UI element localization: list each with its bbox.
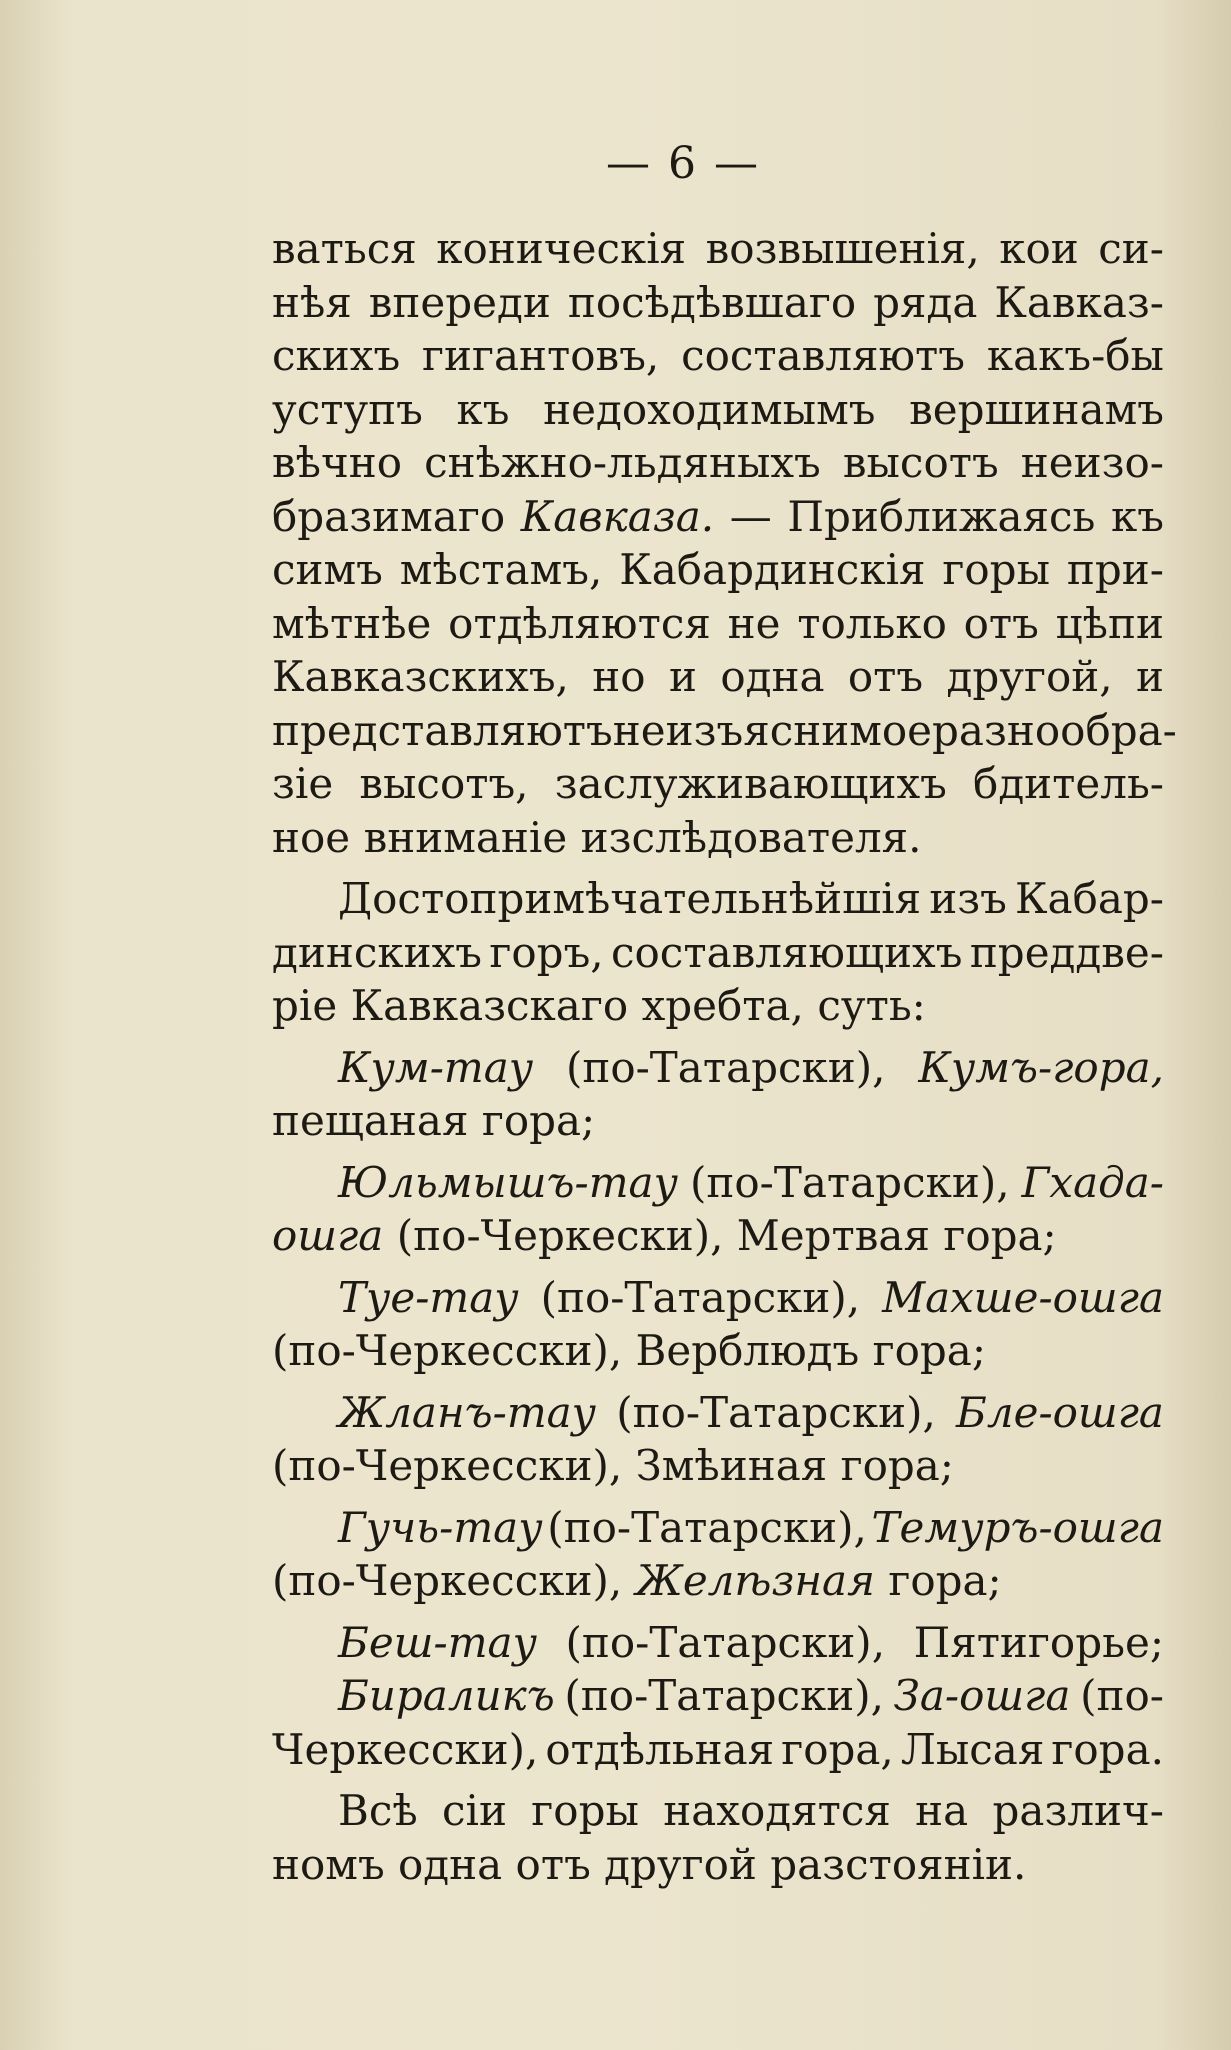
text-line: динскихъ горъ, составляющихъ преддве- (272, 927, 1164, 977)
text-line: (по-Черкесски), Змѣиная гора; (272, 1441, 954, 1490)
text-line: нѣя впереди посѣдѣвшаго ряда Кавказ- (272, 277, 1164, 327)
mountain-entry: Беш-тау (по-Татарски), Пятигорье; (338, 1617, 1164, 1667)
text-line: мѣтнѣе отдѣляются не только отъ цѣпи (272, 598, 1164, 648)
text-line: симъ мѣстамъ, Кабардинскія горы при- (272, 545, 1164, 594)
mountain-entry: Бираликъ (по-Татарски), За-ошга (по- (338, 1671, 1164, 1720)
text-line: Достопримѣчательнѣйшія изъ Кабар- (338, 874, 1164, 923)
text-line: номъ одна отъ другой разстояніи. (272, 1839, 1027, 1889)
page-number: — 6 — (606, 138, 760, 189)
mountain-entry: Гучь-тау (по-Татарски), Темуръ-ошга (338, 1502, 1164, 1552)
mountain-entry: Юльмышъ-тау (по-Татарски), Гхада- (338, 1157, 1164, 1207)
text-line: ваться коническія возвышенія, кои си- (272, 224, 1164, 273)
text-line: Кавказскихъ, но и одна отъ другой, и (272, 652, 1164, 701)
text-line: вѣчно снѣжно-льдяныхъ высотъ неизо- (272, 438, 1164, 487)
text-line: бразимаго Кавказа. — Приближаясь къ (272, 491, 1164, 541)
page-text (272, 222, 1177, 1891)
text-line: зіе высотъ, заслуживающихъ бдитель- (272, 759, 1164, 808)
text-line: (по-Черкесски), Желѣзная гора; (272, 1556, 1002, 1605)
text-line: пещаная гора; (272, 1096, 596, 1145)
text-line: представляютъ неизъяснимое разнообра- (272, 705, 1177, 755)
text-line: ошга (по-Черкески), Мертвая гора; (272, 1211, 1057, 1260)
text-line: уступъ къ недоходимымъ вершинамъ (272, 384, 1164, 434)
text-line: ріе Кавказскаго хребта, суть: (272, 981, 926, 1030)
text-line: скихъ гигантовъ, составляютъ какъ-бы (272, 331, 1164, 380)
text-line: Всѣ сіи горы находятся на различ- (338, 1786, 1164, 1835)
mountain-entry: Кум-тау (по-Татарски), Кумъ-гора, (338, 1042, 1164, 1092)
mountain-entry: Туе-тау (по-Татарски), Махше-ошга (338, 1272, 1164, 1322)
text-line: ное вниманіе изслѣдователя. (272, 812, 922, 862)
mountain-entry: Жланъ-тау (по-Татарски), Бле-ошга (338, 1387, 1164, 1437)
text-line: (по-Черкесски), Верблюдъ гора; (272, 1326, 986, 1375)
text-line: Черкесски), отдѣльная гора, Лысая гора. (272, 1724, 1164, 1774)
